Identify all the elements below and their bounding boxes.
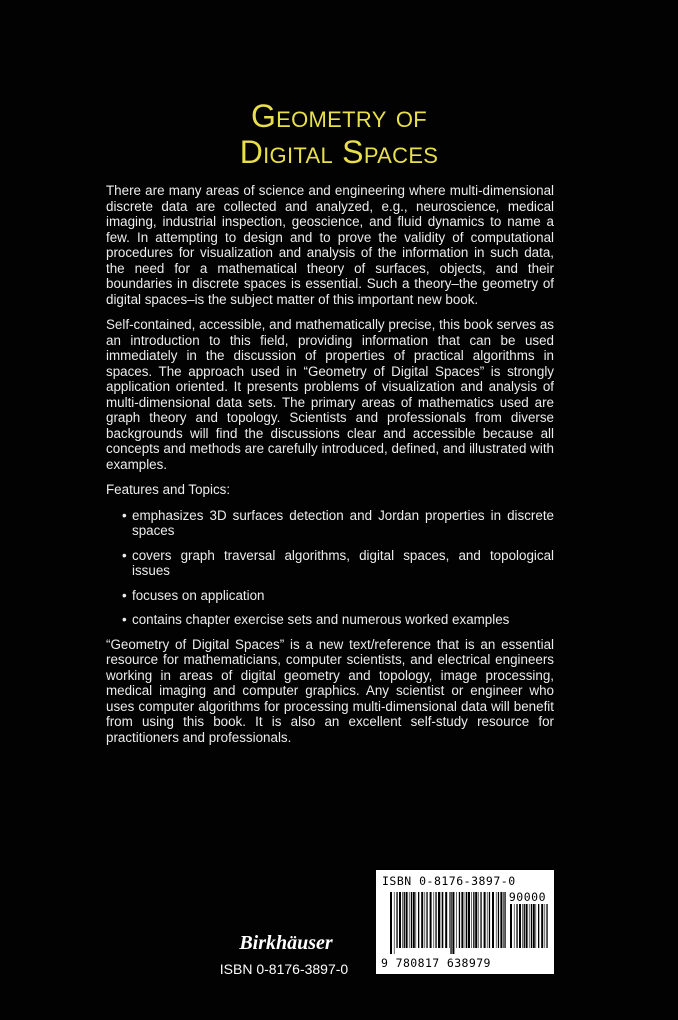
barcode-bar [425, 892, 426, 948]
barcode-bar [475, 892, 477, 948]
list-item [122, 612, 554, 628]
title-line-1: Geometry of [250, 98, 428, 134]
barcode-bar [545, 904, 546, 948]
bullet-icon: • [122, 587, 127, 603]
features-list [106, 508, 554, 628]
list-item-text: emphasizes 3D surfaces detection and Jordan properties in discrete spaces [132, 507, 554, 538]
barcode-bar [390, 892, 392, 954]
barcode-panel [376, 870, 554, 974]
barcode-bar [421, 892, 423, 948]
list-item [122, 588, 554, 604]
barcode-bar [404, 892, 405, 948]
barcode-bar [434, 892, 435, 948]
title-line-2: Digital Spaces [239, 134, 439, 170]
barcode-bar [416, 892, 417, 948]
barcode-bar [438, 892, 440, 948]
barcode-bar [452, 892, 454, 954]
barcode-bar [459, 892, 460, 948]
barcode-bar [411, 892, 412, 948]
barcode-bar [484, 892, 486, 948]
barcode-bar [536, 904, 537, 948]
back-cover-text [106, 183, 554, 755]
barcode-bar [468, 892, 470, 948]
book-title [0, 98, 678, 170]
barcode-bar [409, 892, 410, 948]
intro-paragraph: There are many areas of science and engineering where multi-dimensional discrete data are collected and analyzed, e.g., neuroscience, medical imaging, industrial inspection, geoscience, and fluid dynamics to name a few. In attempting to design and to prove the validity of computational procedures for visualization and analysis of the information in such data, the need for a mathematical theory of surfaces, objects, and their boundaries in discrete spaces is essential. Such a theory–the geometry of digital spaces–is the subject matter of this important new book. [106, 183, 554, 307]
bullet-icon: • [122, 507, 127, 523]
list-item [122, 508, 554, 539]
barcode-bar [529, 904, 530, 948]
list-item-text: focuses on application [132, 587, 265, 603]
barcode-bar [430, 892, 432, 948]
barcode-bar [396, 892, 397, 948]
barcode-bar [406, 892, 408, 948]
isbn-label: ISBN 0-8176-3897-0 [219, 961, 349, 977]
barcode-bar [441, 892, 442, 948]
barcode-bar [473, 892, 474, 948]
barcode-bar [487, 892, 488, 948]
features-heading: Features and Topics: [106, 482, 231, 497]
barcode-addon-bars [510, 904, 548, 954]
barcode-bar [503, 892, 504, 948]
barcode-bar [541, 904, 543, 948]
description-paragraph: Self-contained, accessible, and mathematically precise, this book serves as an introduction to this field, providing information that can be used immediately in the discussion of properties of practical algorithms in spaces. The approach used in “Geometry of Digital Spaces” is strongly application oriented. It presents problems of visualization and analysis of multi-dimensional data sets. The primary areas of mathematics used are graph theory and topology. Scientists and professionals from diverse backgrounds will find the discussions clear and accessible because all concepts and methods are carefully introduced, defined, and illustrated with examples. [106, 317, 554, 472]
barcode-price-code: 90000 [508, 890, 546, 904]
barcode-bar [402, 892, 403, 948]
barcode-isbn-text: ISBN 0-8176-3897-0 [382, 874, 516, 888]
barcode-bar [496, 892, 497, 948]
barcode-bar [492, 892, 494, 948]
publisher-logo: Birkhäuser [239, 932, 333, 954]
barcode-bar [413, 892, 415, 948]
barcode-bar [394, 892, 395, 954]
barcode-bar [442, 892, 443, 948]
barcode-main-bars [390, 892, 506, 954]
barcode-bar [399, 892, 401, 948]
closing-paragraph: “Geometry of Digital Spaces” is a new text/reference that is an essential resource for mathematicians, computer scientists, and electrical engineers working in areas of digital geometry and topology, image processing, medical imaging and computer graphics. Any scientist or engineer who uses computer algorithms for processing multi-dimensional data will benefit from using this book. It is also an excellent self-study resource for practitioners and professionals. [106, 636, 554, 745]
barcode-bar [435, 892, 436, 948]
barcode-bar [478, 892, 479, 948]
barcode-digits: 9 780817 638979 [381, 956, 491, 970]
barcode-bar [471, 892, 472, 948]
barcode-bar [526, 904, 528, 948]
barcode-bar [450, 892, 451, 954]
barcode-bar [500, 892, 502, 948]
barcode-bar [504, 892, 505, 948]
barcode-bar [426, 892, 427, 948]
barcode-bar [418, 892, 419, 948]
bullet-icon: • [122, 612, 127, 627]
barcode-bar [538, 904, 539, 948]
list-item-text: contains chapter exercise sets and numerous worked examples [132, 612, 510, 627]
list-item-text: covers graph traversal algorithms, digital spaces, and topological issues [132, 547, 554, 578]
barcode-bar [531, 904, 532, 948]
barcode-bar [533, 904, 535, 948]
barcode-bar [510, 904, 512, 948]
barcode-bar [489, 892, 490, 948]
barcode-bar [522, 904, 523, 948]
barcode-bar [498, 892, 499, 948]
barcode-bar [445, 892, 447, 948]
barcode-bar [456, 892, 457, 948]
barcode-bar [514, 904, 515, 948]
barcode-bar [465, 892, 466, 948]
barcode-bar [480, 892, 481, 948]
barcode-bar [546, 904, 547, 948]
barcode-bar [524, 904, 525, 948]
barcode-bar [449, 892, 450, 948]
barcode-bar [519, 904, 521, 948]
barcode-bar [461, 892, 463, 948]
bullet-icon: • [122, 547, 127, 563]
list-item [122, 548, 554, 579]
barcode-bar [466, 892, 467, 948]
barcode-bar [516, 904, 517, 948]
